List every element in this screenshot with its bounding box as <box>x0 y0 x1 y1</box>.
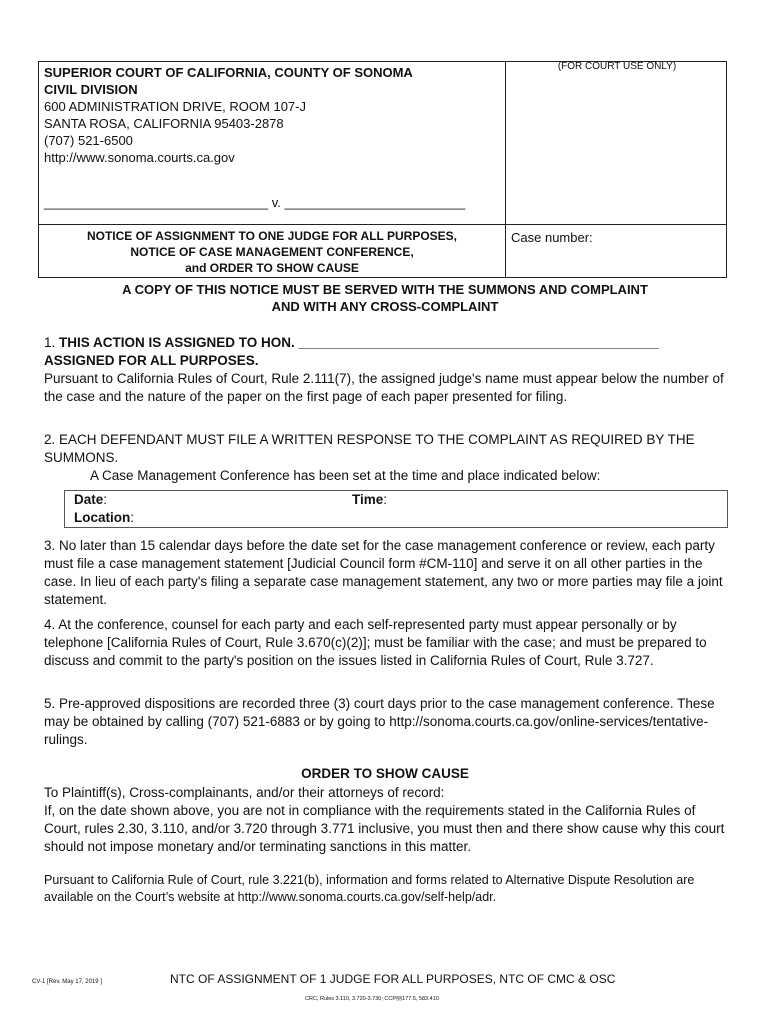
court-phone: (707) 521-6500 <box>44 133 133 148</box>
section-2-text: 2. EACH DEFENDANT MUST FILE A WRITTEN RESPONSE TO THE COMPLAINT AS REQUIRED BY THE SUMMONS. <box>44 432 695 465</box>
court-name: SUPERIOR COURT OF CALIFORNIA, COUNTY OF SONOMA <box>44 65 413 80</box>
court-address-block <box>44 64 413 166</box>
section-4-text: 4. At the conference, counsel for each party and each self-represented party must appear personally or by telephone [California Rules of Court, Rule 3.670(c)(2)]; must be familiar with the case; and must be prepared to discuss and commit to the party's position on the issues listed in California Rules of Court, Rule 3.727. <box>44 617 707 668</box>
section-1-text: Pursuant to California Rules of Court, Rule 2.111(7), the assigned judge's name must appear below the number of the case and the nature of the paper on the first page of each paper presented for filing. <box>44 371 724 404</box>
osc-title: ORDER TO SHOW CAUSE <box>301 766 469 781</box>
caption-divider-vertical <box>505 62 506 277</box>
assigned-all-purposes: ASSIGNED FOR ALL PURPOSES. <box>44 353 259 368</box>
section-5-text: 5. Pre-approved dispositions are recorded three (3) court days prior to the case management conference. These may be obtained by calling (707) 521-6883 or by going to http://sonoma.courts.ca.gov/online-services/tentative-rulings. <box>44 696 715 747</box>
cmc-date-label: Date <box>74 492 104 507</box>
notice-title-line-3: and ORDER TO SHOW CAUSE <box>185 261 359 275</box>
cmc-location-colon: : <box>130 510 135 525</box>
section-3-text: 3. No later than 15 calendar days before the date set for the case management conference or review, each party must file a case management statement [Judicial Council form #CM-110] and serve it on all other parties in the case. In lieu of each party's filing a separate case management statement, any two or more parties may file a joint statement. <box>44 538 723 607</box>
footer-rule-references: CRC, Rules 3.110, 3.720-3.730; CCP§§177.5, 583.410 <box>305 996 439 1002</box>
notice-title-line-1: NOTICE OF ASSIGNMENT TO ONE JUDGE FOR ALL PURPOSES, <box>86 229 458 243</box>
cmc-location-label: Location <box>74 510 131 525</box>
service-notice-line-1: A COPY OF THIS NOTICE MUST BE SERVED WITH THE SUMMONS AND COMPLAINT <box>122 282 648 297</box>
cmc-intro: A Case Management Conference has been set at the time and place indicated below: <box>90 468 601 483</box>
osc-text: If, on the date shown above, you are not in compliance with the requirements stated in the California Rules of Court, rules 2.30, 3.110, and/or 3.720 through 3.771 inclusive, you must then and there show cause why this court should not impose monetary and/or terminating sanctions in this matter. <box>44 803 725 854</box>
cmc-details-box <box>64 490 728 528</box>
case-number-label: Case number: <box>511 230 593 245</box>
footer-title: NTC OF ASSIGNMENT OF 1 JUDGE FOR ALL PURPOSES, NTC OF CMC & OSC <box>170 972 616 986</box>
court-address-line-2: SANTA ROSA, CALIFORNIA 95403-2878 <box>44 116 284 131</box>
court-address-line-1: 600 ADMINISTRATION DRIVE, ROOM 107-J <box>44 99 306 114</box>
form-code: CV-1 [Rev. May 17, 2019 ] <box>32 979 102 985</box>
assigned-judge-line: THIS ACTION IS ASSIGNED TO HON. ________________________________________________ <box>59 335 659 350</box>
cmc-location-field <box>74 510 134 525</box>
parties-line: _______________________________ v. _________________________ <box>44 195 466 210</box>
section-1-number: 1. <box>44 335 56 350</box>
court-use-only-label: (FOR COURT USE ONLY) <box>557 61 677 72</box>
notice-title <box>40 228 504 276</box>
cmc-date-field <box>74 492 107 507</box>
adr-text: Pursuant to California Rule of Court, rule 3.221(b), information and forms related to Alternative Dispute Resolution are available on the Court’s website at http://www.sonoma.courts.ca.gov/self-help/adr. <box>44 873 695 904</box>
caption-divider-horizontal <box>39 224 726 225</box>
notice-title-line-2: NOTICE OF CASE MANAGEMENT CONFERENCE, <box>130 245 414 259</box>
section-1-heading <box>44 334 728 370</box>
court-division: CIVIL DIVISION <box>44 82 138 97</box>
cmc-time-field <box>352 492 387 507</box>
cmc-time-label: Time <box>352 492 384 507</box>
osc-recipients: To Plaintiff(s), Cross-complainants, and/or their attorneys of record: <box>44 785 445 800</box>
court-website: http://www.sonoma.courts.ca.gov <box>44 150 235 165</box>
cmc-time-colon: : <box>383 492 388 507</box>
service-notice <box>0 281 770 315</box>
cmc-date-colon: : <box>103 492 108 507</box>
service-notice-line-2: AND WITH ANY CROSS-COMPLAINT <box>271 299 499 314</box>
